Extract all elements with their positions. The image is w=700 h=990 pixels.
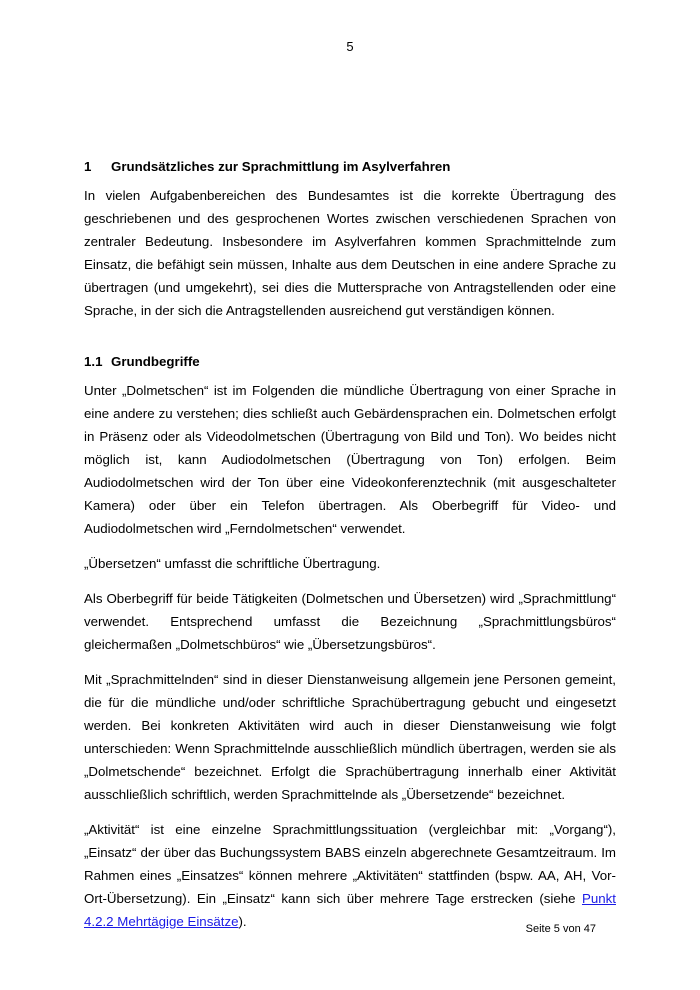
section-1-heading (84, 155, 616, 178)
paragraph: Als Oberbegriff für beide Tätigkeiten (Dolmetschen und Übersetzen) wird „Sprachmittlung“ verwendet. Entsprechend umfasst die Bezeichnung „Sprachmittlungsbüros“ gleichermaßen „Dolmetschbüros“ wie „Übersetzungsbüros“. (84, 591, 616, 652)
page-footer: Seite 5 von 47 (525, 923, 596, 935)
section-1 (84, 155, 616, 322)
paragraph-text: „Aktivität“ ist eine einzelne Sprachmittlungssituation (vergleichbar mit: „Vorgang“), „Einsatz“ der über das Buchungssystem BABS einzeln abgerechnete Gesamtzeitraum. Im Rahmen eines „Einsatzes“ können mehrere „Aktivitäten“ stattfinden (bspw. AA, AH, Vor-Ort-Übersetzung). Ein „Einsatz“ kann sich über mehrere Tage erstrecken (siehe (84, 822, 616, 906)
page-number: 5 (346, 39, 354, 54)
document-body (84, 155, 616, 945)
section-1-title: Grundsätzliches zur Sprachmittlung im Asylverfahren (111, 159, 451, 174)
section-4-2-2-link[interactable]: Punkt 4.2.2 Mehrtägige Einsätze (84, 891, 616, 929)
paragraph-end: ). (238, 914, 247, 929)
paragraph: „Übersetzen“ umfasst die schriftliche Übertragung. (84, 556, 381, 571)
section-1-number: 1 (84, 159, 92, 174)
section-1-1-title: Grundbegriffe (111, 354, 200, 369)
paragraph (84, 818, 616, 933)
paragraph: Mit „Sprachmittelnden“ sind in dieser Dienstanweisung allgemein jene Personen gemeint, die für die mündliche und/oder schriftliche Sprachübertragung gebucht und eingesetzt werden. Bei konkreten Aktivitäten wird auch in dieser Dienstanweisung wie folgt unterschieden: Wenn Sprachmittelnde ausschließlich mündlich übertragen, werden sie als „Dolmetschende“ bezeichnet. Erfolgt die Sprachübertragung innerhalb einer Aktivität ausschließlich schriftlich, werden Sprachmittelnde als „Übersetzende“ bezeichnet. (84, 672, 616, 802)
section-1-1-heading (84, 350, 616, 373)
section-1-1-number: 1.1 (84, 354, 103, 369)
paragraph: Unter „Dolmetschen“ ist im Folgenden die mündliche Übertragung von einer Sprache in eine andere zu verstehen; dies schließt auch Gebärdensprachen ein. Dolmetschen erfolgt in Präsenz oder als Videodolmetschen (Übertragung von Bild und Ton). Wo beides nicht möglich ist, kann Audiodolmetschen (Übertragung von Ton) erfolgen. Beim Audiodolmetschen wird der Ton über eine Videokonferenztechnik (mit ausgeschalteter Kamera) oder über ein Telefon übertragen. Als Oberbegriff für Video- und Audiodolmetschen wird „Ferndolmetschen“ verwendet. (84, 383, 616, 536)
section-1-1 (84, 350, 616, 933)
paragraph: In vielen Aufgabenbereichen des Bundesamtes ist die korrekte Übertragung des geschriebenen und des gesprochenen Wortes zwischen verschiedenen Sprachen von zentraler Bedeutung. Insbesondere im Asylverfahren kommen Sprachmittelnde zum Einsatz, die befähigt sein müssen, Inhalte aus dem Deutschen in eine andere Sprache zu übertragen (und umgekehrt), sei dies die Muttersprache von Antragstellenden oder eine Sprache, in der sich die Antragstellenden ausreichend gut verständigen können. (84, 188, 616, 318)
